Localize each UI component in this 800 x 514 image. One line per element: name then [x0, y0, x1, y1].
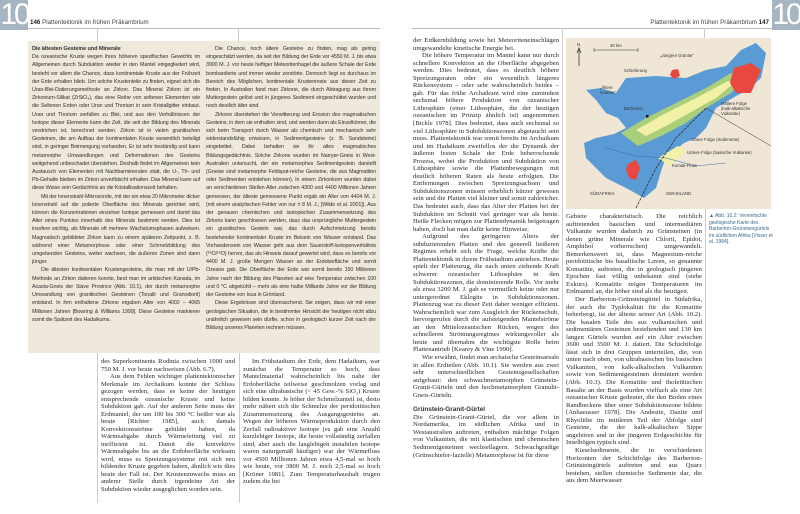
running-head-text: Plattentektonik im frühen Präkambrium [650, 19, 757, 26]
body-column-3 [413, 37, 559, 469]
body-column-4 [566, 213, 702, 485]
divider [562, 28, 563, 468]
header-rule [28, 28, 380, 29]
paragraph: Die Grünstein-Granit-Gürtel, die vor allem in Nordamerika, im südlichen Afrika und in Westaustralien auftreten, enthalten mächtige Folgen von Vulkaniten, die mit klastischen und chemischen Sedimentgesteinen wechsellagern. Schwachgradige (Grünschiefer-fazielle) Metamorphose ist für diese [413, 413, 559, 459]
town-marker-icon [646, 115, 649, 118]
scale-bar [594, 48, 638, 52]
header-rule [412, 28, 772, 29]
running-head-left [30, 19, 149, 26]
map-label: „Ältere [600, 85, 613, 90]
divider [238, 28, 239, 41]
page-number: 146 [30, 19, 41, 26]
paragraph: Die höhere Temperatur im Mantel kann nur durch schnellere Konvektion an die Oberfläche abgegeben werden. Dies bedeutet, dass es deutlich höhere Spreizungsraten oder ein wesentlich längeres Rückensystem – oder sehr wahrscheinlich beides – gab. Für das frühe Archaikum wird eine zumindest sechsmal höhere Produktion von ozeanischer Lithosphäre (einer Lithosphäre, die der heutigen ozeanischen im Prinzip ähnlich ist) angenommen [Bickle 1978]. Dies bedeutet, dass auch sechsmal so viel Lithosphäre in Subduktionszonen abgetaucht sein muss. Plattentektonik war somit bereits im Archaikum und im Hadaikum zweifellos der die Dynamik der äußeren festen Schale der Erde beherrschende Prozess, wobei die Produktion und Subduktion von Lithosphäre sowie die Plattenbewegungen mit deutlich höheren Raten als heute erfolgten. Die Entfernungen zwischen Spreizungsachsen und Subduktionszonen müssen erheblich kürzer gewesen sein und die Platten viel kleiner und somit zahlreicher. Das bedeutet auch, dass das Alter der Platten bei der Subduktion im Schnitt viel geringer war als heute. Heiße Flecken mögen zur Plattendynamik beigetragen haben, doch hat man dafür keine Hinweise. [413, 52, 559, 233]
divider [704, 28, 705, 38]
north-arrow-icon [577, 48, 581, 66]
map-label: „Jüngere Granite“ [660, 53, 694, 58]
running-head-right [650, 19, 769, 26]
north-label: N [577, 42, 581, 47]
page-number: 147 [758, 19, 769, 26]
map-label: Komati-Fluss [672, 163, 698, 168]
map-label: (kalk-alkalische [721, 106, 751, 111]
map-label: Vulkanite) [721, 111, 740, 116]
map-label: Schieferung [624, 68, 647, 73]
divider [97, 353, 98, 503]
map-label: SÜDAFRIKA [590, 191, 615, 196]
divider [97, 28, 98, 41]
paragraph: des Superkontinents Rodinia zwischen 1000 und 750 M. J. vor heute nachweisen (Abb. 6.7). [101, 358, 235, 373]
paragraph: der Erdkernbildung sowie bei Meteoriteneinschlägen umgewandelte kinetische Energie bei. [413, 37, 559, 52]
paragraph: Die ältesten kontinentalen Krustengesteine, die man mit der U/Pb-Methode an Zirkon datieren konnte, fand man im arktischen Kanada, im Acasta-Gneis der Slave Province (Abb. 10.1), der durch metamorphe Umwandlung von granitischen Gesteinen (Tonalit und Granodiorit) entstand. In ihm enthaltene Zirkone ergaben Alter von 4002 – 4065 Millionen Jahren [Bowring & Williams 1999]. Diese Gesteine markieren somit die Spätzeit des Hadaikums. [32, 267, 200, 323]
paragraph: Wie erwähnt, findet man archaische Gesteinsareale in allen Erdteilen (Abb. 10.1). Sie werden aus zwei sehr unterschiedlichen Gesteinsgesellschaften aufgebaut: den schwachmetamorphen Grünstein-Granit-Gürteln und den hochmetamorphen Granulit-Gneis-Gürteln. [413, 353, 559, 399]
paragraph: Aufgrund des geringeren Alters der subduzierenden Platten und des generell heißeren Regimes erhebt sich die Frage, welche Kräfte die Plattentektonik in ihrem Frühstadium antrieben. Heute spielt der Plattenzug, die nach unten ziehende Kraft schwerer ozeanischer Lithosphäre in den Subduktionszonen, die dominierende Rolle. Vor mehr als etwa 3200 M. J. gab es vermutlich keine oder nur untergeordnet Eklogite in Subduktionszonen. Plattenzug war zu dieser Zeit daher weniger effizient. Wahrscheinlich war zum Ausgleich der Rückenschub, hervorgerufen durch die aufsteigenden Mantelströme an den Mittelozeanischen Rücken, wegen des schnelleren Strömungsregimes wirkungsvoller als heute und übernahm die wichtigste Rolle beim Plattenantrieb [Kearey & Vine 1990]. [413, 233, 559, 354]
map-units [584, 43, 766, 198]
map-label: Granite“ [600, 90, 616, 95]
body-column-2 [243, 358, 380, 504]
section-heading: Grünstein-Granit-Gürtel [413, 406, 486, 414]
paragraph: Mit der Ionenstrahl-Mikrosonde, mit der ein etwa 20 Mikrometer dicker Ionenstrahl auf die polierte Oberfläche des Minerals gerichtet wird, können die Konzentrationen einzelner Isotope gemessen und damit das Alter eines Punktes innerhalb des Minerals bestimmt werden. Dies ist insofern wichtig, als Minerale oft mehrere Wachstumsphasen aufweisen. Magmatisch gebildeter Zirkon kann zu einem späteren Zeitpunkt, z. B. während einer Metamorphose oder einer Schmelzbildung des umgebenden Gesteins, weiter wachsen, die äußeren Zonen sind dann jünger. [32, 193, 200, 266]
figure-caption: ▲ Abb. 10.2: Vereinfachte geologische Karte des Barberton-Grünsteingürtels im südlichen Afrika [Visser et al. 1984]. [709, 213, 773, 246]
paragraph: Zirkone überstehen die Verwitterung und Erosion des magmatischen Gesteins, in dem sie enthalten sind, und werden dann als Einzelkörner, die sich beim Transport durch Wasser als chemisch und mechanisch sehr widerstandsfähig erweisen, in Sedimentgesteine (z. B. Sandsteine) eingebettet. Dabei behalten sie ihr altes magmatisches Bildungsgedächtnis. Solche Zirkone wurden im Narryer-Gneis in West-Australien untersucht, der ein metamorphes Sedimentgestein darstellt (Gneise sind metamorphe Feldspat-reiche Gesteine, die aus Magmatiten oder Sedimenten entstehen können). In einem Zirkonkorn wurden dabei an verschiedenen Stellen Alter zwischen 4300 und 4400 Millionen Jahren gemessen, der älteste gemessene Punkt ergab ein Alter von 4404 M. J. (mit einem analytischen Fehler von nur ± 8 M. J.; [Wilde et al. 2001]). Aus der genauen chemischen und isotopischen Zusammensetzung des Zirkons kann geschlossen werden, dass das ursprüngliche Muttergestein ein granitisches Gestein war, das durch Aufschmelzung bereits bestehender kontinentaler Kruste im Beisein von Wasser entstand. Das Vorhandensein von Wasser geht aus dem Sauerstoff-Isotopenverhältnis (¹⁸O/¹⁶O) hervor, das als Hinweis darauf gewertet wird, dass es bereits vor 4400 M. J. große Mengen Wasser an der Erdoberfläche und somit Ozeane gab. Die Oberfläche der Erde war somit bereits 150 Millionen Jahre nach der Bildung des Planeten auf eine Temperatur zwischen 100 und 0 °C abgekühlt – mehr als eine halbe Milliarde Jahre vor der Bildung der Gesteine von Isua in Grönland. [206, 111, 376, 299]
box-title: Die ältesten Gesteine und Minerale [32, 46, 121, 52]
map-label: Untere Folge (basische Vulkanite) [687, 150, 752, 155]
scale-label: 30 km [610, 43, 622, 48]
map-label: Obere Folge (Sedimente) [691, 137, 740, 142]
chapter-tab-left: 10 [0, 0, 28, 31]
paragraph: Die Chance, noch ältere Gesteine zu finden, mag als gering eingeschätzt werden, da seit der Bildung der Erde vor 4550 M. J. bis etwa 3900 M. J. vor heute heftiger Meteoritenhagel die äußere Schale der Erde bombardierte und immer wieder zerstörte. Dennoch liegt es durchaus im Bereich des Möglichen, kontinentale Krustenreste aus dieser Zeit zu finden. In Australien fand man Zirkone, die durch Abtragung aus ihrem Muttergestein gelöst und in jüngeres Sediment eingeschüttet wurden und noch deutlich älter sind. [206, 46, 376, 110]
divider [239, 353, 240, 503]
paragraph: Diese Ergebnisse sind überraschend. Sie zeigen, dass wir mit einer geologischen Situation, die in bestimmter Hinsicht der heutigen nicht allzu unähnlich gewesen sein dürfte, schon in geologisch kurzer Zeit nach der Bildung unseres Planeten rechnen müssen. [206, 300, 376, 331]
box-column-2 [206, 45, 376, 351]
map-label: SWASILAND [666, 191, 692, 196]
map-label: Mittlere Folge [721, 101, 748, 106]
paragraph: Da ozeanische Kruste wegen ihres höheren spezifischen Gewichts im Allgemeinen durch Subduktion wieder in den Mantel eingegliedert wird, besteht vor allem die Chance, dass kontinentale Kruste aus der Frühzeit der Erde erhalten blieb. Um solche Krustenteile zu finden, eignet sich die Uran-Blei-Datierungsmethode an Zirkon. Das Mineral Zirkon ist ein Zirkonium-Silikat (ZrSiO₄), das eine Reihe von seltenen Elementen wie die Seltenen Erden oder Uran und Thorium in sein Kristallgitter einbaut. Uran und Thorium zerfallen zu Blei, und aus den Verhältnissen der Isotope dieser Elemente kann die Zeit, die seit der Bildung des Minerals verstrichen ist, berechnet werden. Zirkon ist in vielen granitischen Gesteinen, die am Aufbau der kontinentalen Kruste wesentlich beteiligt sind, in geringer Beimengung vorhanden. Er ist sehr beständig und kann metamorphe Umwandlungen und Deformationen des Gesteins weitgehend unbeschadet überstehen. Deshalb findet im Allgemeinen kein Austausch von Elementen mit Nachbarmineralen statt, die U-, Th- und Pb-Gehalte bleiben im Zirkon unverfälscht erhalten. Das Mineral kann auf diese Weise sein Gedächtnis an die Kristallisationszeit behalten. [32, 54, 200, 192]
geologic-map-barberton [566, 38, 771, 209]
paragraph: Kieselsedimente, die in verschiedenen Horizonten der Schichtfolge des Barberton-Grünsteingürtels auftreten und aus Quarz bestehen, stellen chemische Sedimente dar, die aus dem Meerwasser [566, 446, 702, 485]
box-column-1 [32, 45, 200, 351]
paragraph: Gebiete charakteristisch. Die reichlich auftretenden basischen und intermediären Vulkanite wurden dadurch zu Grünsteinen (in denen grüne Minerale wie Chlorit, Epidot, Amphibol vorherrschen) umgewandelt. Bemerkenswert ist, dass Magnesium-reiche peridotitische bis basaltische Laven, so genannte Komatiite, auftreten, die in geologisch jüngeren Epochen fast völlig unbekannt sind (siehe Exkurs). Komatiite zeigen Temperaturen im Erdmantel an, die höher sind als die heutigen. [566, 213, 702, 296]
running-head-text: Plattentektonik im frühen Präkambrium [42, 19, 149, 26]
divider [705, 209, 706, 469]
body-column-1 [101, 358, 235, 504]
paragraph: Aus dem Fehlen wichtiger plattentektonischer Merkmale im Archaikum konnte der Schluss gezogen werden, dass es keine der heutigen entsprechende ozeanische Kruste und keine Subduktion gab. Auf der anderen Seite muss der Erdmantel, der um 100 bis 300 °C heißer war als heute [Richter 1985], auch damals Konvektionsströme gebildet haben, da Wärmeabgabe durch Wärmeleitung viel zu ineffizient ist. Damit die konvektive Wärmeabgabe bis an die Erdoberfläche wirksam wird, muss es Spreizungssysteme mit sich neu bildender Kruste gegeben haben, ähnlich wie dies heute der Fall ist. Der Krustenzuwachs muss an anderer Stelle durch irgendeine Art der Subduktion wieder ausgeglichen worden sein. [101, 373, 235, 493]
paragraph: Im Frühstadium der Erde, dem Hadaikum, war zunächst die Temperatur so hoch, dass Mantelmaterial wahrscheinlich bis nahe der Erdoberfläche teilweise geschmolzen vorlag und sich eine ultrabasische (< 45 Gew.-% SiO₂) Kruste bilden konnte. Je höher der Schmelzanteil ist, desto mehr nähert sich die Schmelze der peridotitischen Zusammensetzung des Ausgangsgesteins an. Wegen der höheren Wärmeproduktion durch den Zerfall radioaktiver Isotope (es gab eine Anzahl kurzlebiger Isotope, die heute vollständig zerfallen sind, aber auch die langlebigen instabilen Isotope waren naturgemäß häufiger) war der Wärmefluss vor 4500 Millionen Jahren etwa 4,5-mal so hoch wie heute, vor 3800 M. J. noch 2,5-mal so hoch [Kröner 1981]. Zum Temperaturhaushalt trugen zudem die bei [243, 358, 380, 485]
chapter-tab-right: 10 [772, 0, 800, 31]
paragraph: Der Barberton-Grünsteingürtel in Südafrika, der auch die Typlokalität für die Komatiite beherbergt, ist der älteste seiner Art (Abb. 10.2). Die basalen Teile des aus vulkanischen und sedimentären Gesteinen bestehenden und 130 km langen Gürtels wurden auf ein Alter zwischen 3600 und 3500 M. J. datiert. Die Schichtfolge lässt sich in drei Gruppen unterteilen, die, von unten nach oben, von ultrabasischen bis basischen Vulkaniten, von kalk-alkalischen Vulkaniten sowie von Sedimentgesteinen dominiert werden (Abb. 10.3). Die Komatiite und tholeiitischen Basalte an der Basis wurden vielfach als eine Art ozeanischer Kruste gedeutet, die den Boden eines Randbeckens über einer Subduktionszone bildete [Anhaeusser 1978]. Die Andesite, Dazite und Rhyolithe im mittleren Teil der Abfolge sind Gesteine, die der kalk-alkalischen Sippe angehören und in der jüngeren Erdgeschichte für Inselbögen typisch sind. [566, 296, 702, 447]
info-box-oldest-rocks [28, 41, 380, 353]
map-label: Barberton [624, 106, 643, 111]
